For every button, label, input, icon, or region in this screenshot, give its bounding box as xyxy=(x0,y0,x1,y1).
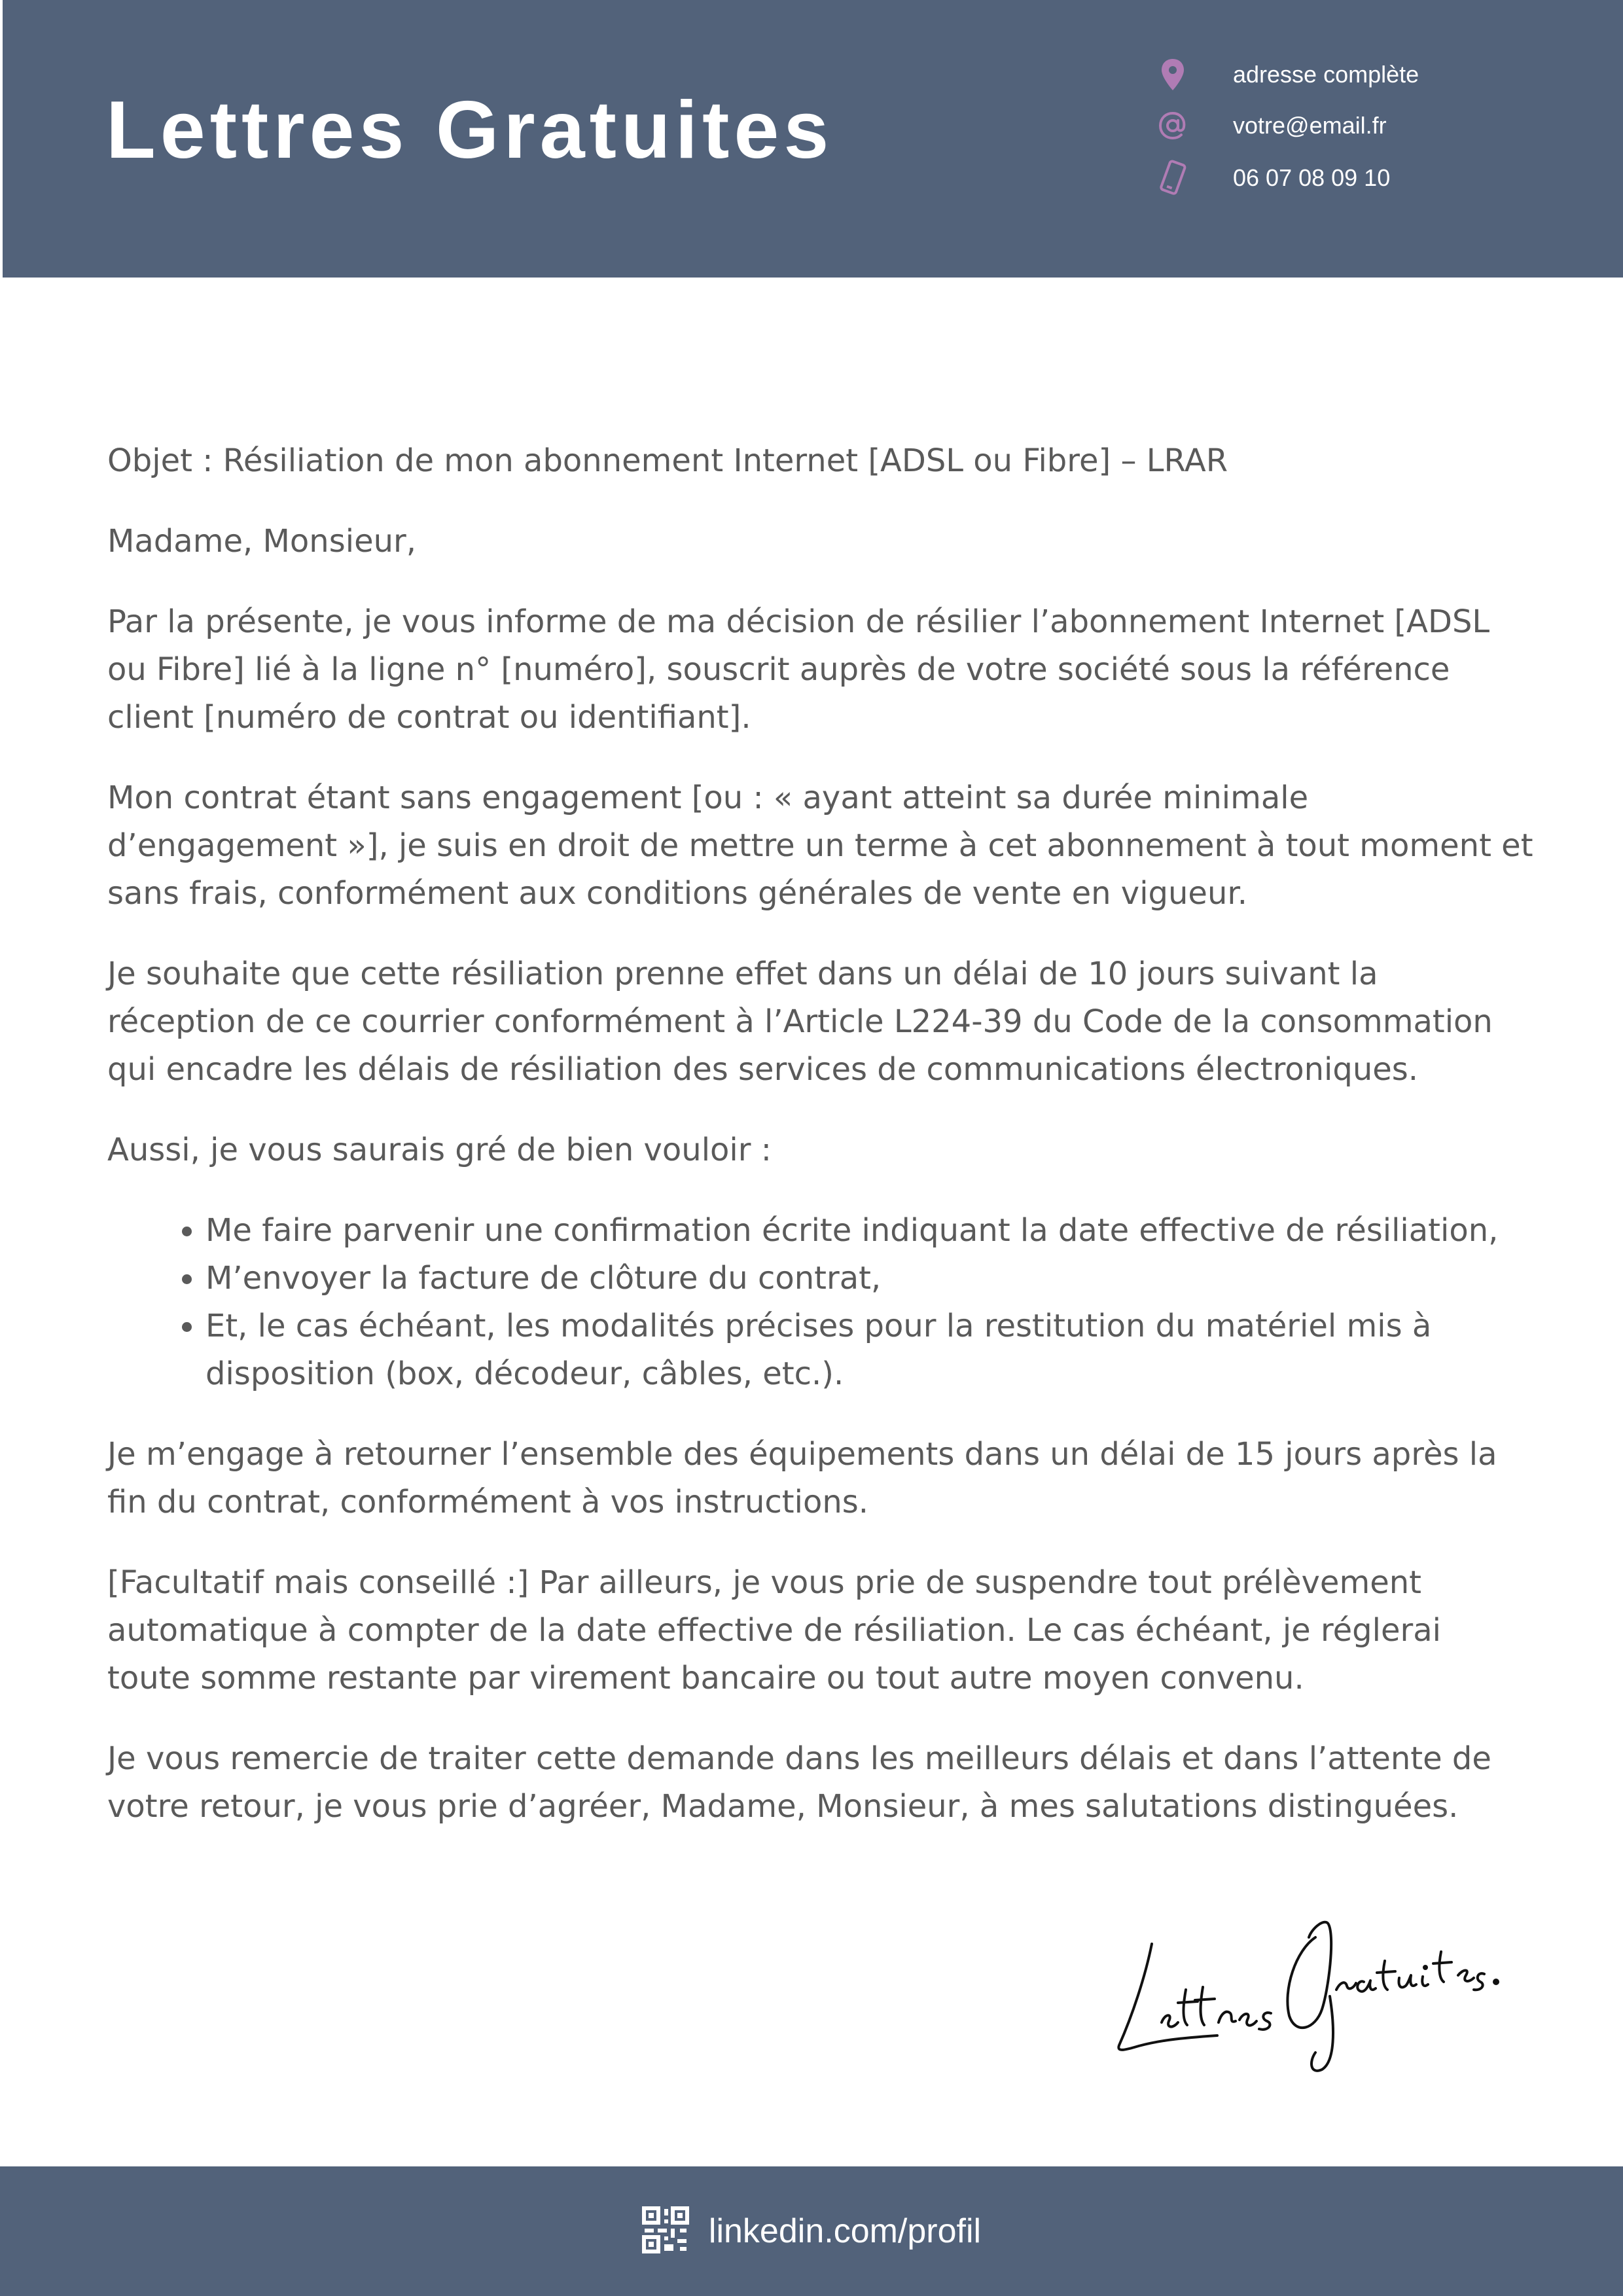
letter-paragraph: Aussi, je vous saurais gré de bien vouloir : xyxy=(107,1132,772,1168)
linkedin-link[interactable]: linkedin.com/profil xyxy=(708,2212,982,2250)
phone-text: 06 07 08 09 10 xyxy=(1233,164,1391,191)
letter-paragraph: Par la présente, je vous informe de ma décision de résilier l’abonnement Internet [ADSL ou Fibre] lié à la ligne n° [numéro], souscrit auprès de votre société sous la référence client [numéro de contrat ou identifiant]. xyxy=(107,603,1490,736)
letter-subject: Objet : Résiliation de mon abonnement Internet [ADSL ou Fibre] – LRAR xyxy=(107,442,1228,479)
contact-email xyxy=(1154,106,1387,145)
request-list xyxy=(107,1207,1534,1398)
letter-salutation: Madame, Monsieur, xyxy=(107,523,417,560)
letter-body xyxy=(107,437,1534,1863)
letter-paragraph: Je m’engage à retourner l’ensemble des équipements dans un délai de 15 jours après la fin du contrat, conformément à vos instructions. xyxy=(107,1436,1497,1520)
handwritten-signature xyxy=(1099,1898,1518,2081)
list-item: • Et, le cas échéant, les modalités précises pour la restitution du matériel mis à disposition (box, décodeur, câbles, etc.). xyxy=(205,1302,1534,1398)
letter-paragraph: Mon contrat étant sans engagement [ou : « ayant atteint sa durée minimale d’engagement »], je suis en droit de mettre un terme à cet abonnement à tout moment et sans frais, conformément aux conditions générales de vente en vigueur. xyxy=(107,780,1533,912)
letterhead-banner xyxy=(3,0,1623,278)
phone-icon xyxy=(1154,160,1191,196)
email-text: votre@email.fr xyxy=(1233,112,1387,139)
contact-phone xyxy=(1154,158,1391,198)
letter-paragraph: Je souhaite que cette résiliation prenne effet dans un délai de 10 jours suivant la réception de ce courrier conformément à l’Article L224-39 du Code de la consommation qui encadre les délais de résiliation des services de communications électroniques. xyxy=(107,956,1493,1088)
location-pin-icon xyxy=(1154,56,1191,93)
brand-title: Lettres Gratuites xyxy=(106,85,834,175)
contact-address xyxy=(1154,55,1419,94)
address-text: adresse complète xyxy=(1233,61,1419,88)
list-item: • Me faire parvenir une confirmation écrite indiquant la date effective de résiliation, xyxy=(205,1207,1534,1255)
letter-paragraph: [Facultatif mais conseillé :] Par ailleurs, je vous prie de suspendre tout prélèvement automatique à compter de la date effective de résiliation. Le cas échéant, je réglerai toute somme restante par virement bancaire ou tout autre moyen convenu. xyxy=(107,1564,1441,1696)
at-sign-icon xyxy=(1154,107,1191,144)
footer-banner xyxy=(0,2166,1623,2296)
letter-closing: Je vous remercie de traiter cette demande dans les meilleurs délais et dans l’attente de votre retour, je vous prie d’agréer, Madame, Monsieur, à mes salutations distinguées. xyxy=(107,1740,1491,1825)
list-item: • M’envoyer la facture de clôture du contrat, xyxy=(205,1255,1534,1302)
qr-code-icon xyxy=(642,2206,689,2256)
